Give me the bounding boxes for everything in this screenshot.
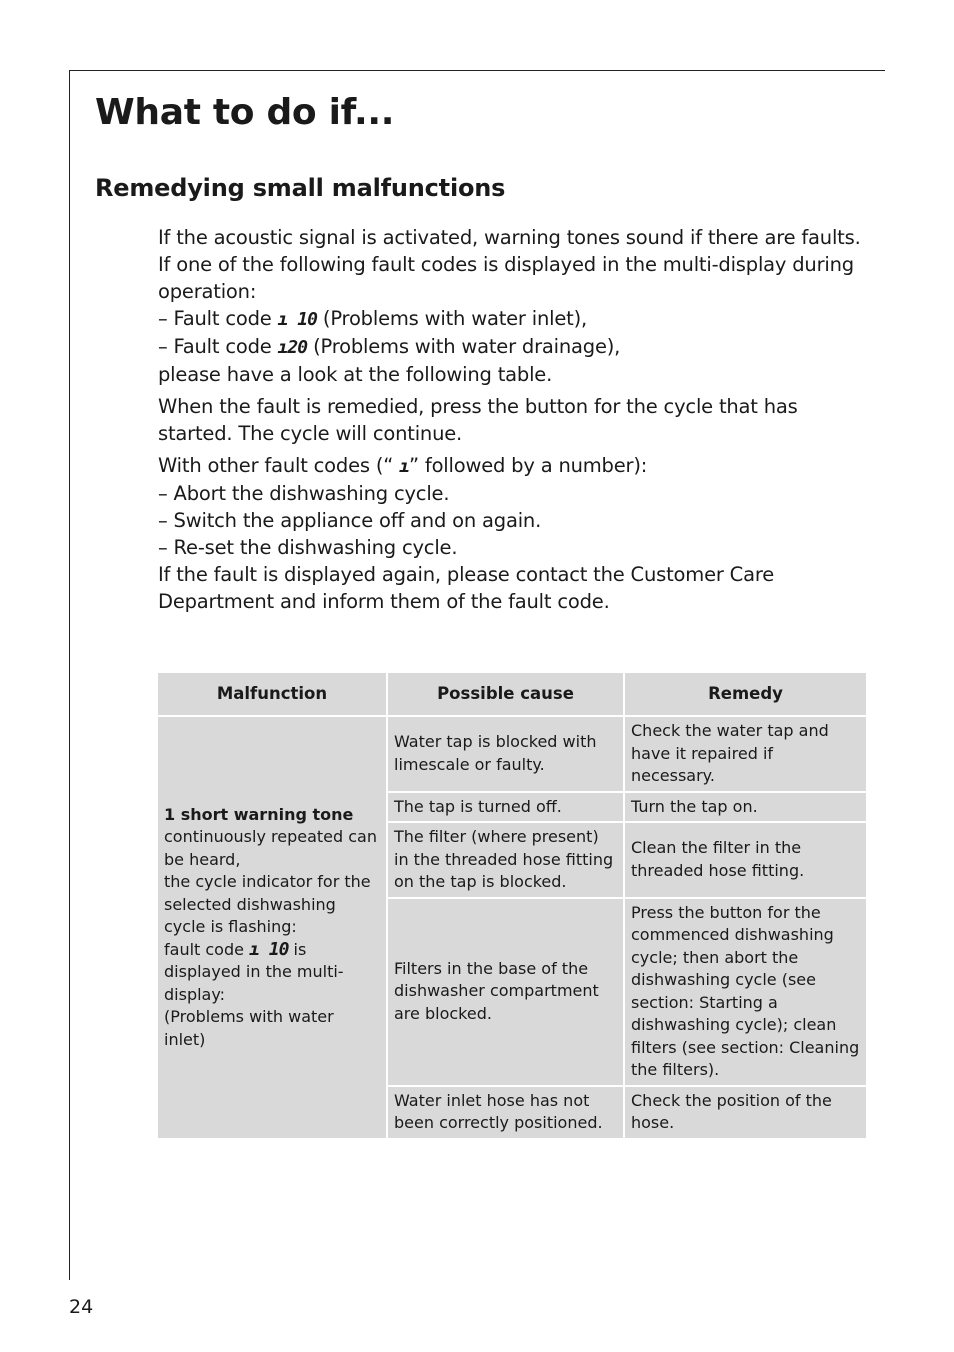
- cause-cell: The tap is turned off.: [388, 793, 623, 822]
- other-codes-text: ” followed by a number):: [409, 454, 648, 477]
- step-2: – Switch the appliance off and on again.: [158, 509, 542, 532]
- table-header-row: [158, 673, 866, 715]
- intro-paragraph-1: If the acoustic signal is activated, warning tones sound if there are faults.: [158, 226, 861, 249]
- left-rule: [69, 70, 70, 1280]
- remedy-cell: Check the water tap and have it repaired if necessary.: [625, 717, 866, 791]
- cause-cell: Filters in the base of the dishwasher compartment are blocked.: [388, 899, 623, 1085]
- step-3: – Re-set the dishwashing cycle.: [158, 536, 458, 559]
- table-row: [158, 717, 866, 791]
- intro-paragraph-2: If one of the following fault codes is displayed in the multi-display during operation:: [158, 253, 854, 303]
- other-codes-prefix: With other fault codes (“: [158, 454, 400, 477]
- remedy-cell: Check the position of the hose.: [625, 1087, 866, 1138]
- remedy-cell: Clean the filter in the threaded hose fitting.: [625, 823, 866, 897]
- intro-paragraph-3: please have a look at the following table.: [158, 363, 553, 386]
- remedy-cell: Turn the tap on.: [625, 793, 866, 822]
- malfunction-line: the cycle indicator for the selected dishwashing cycle is flashing:: [164, 872, 371, 936]
- fault-code-prefix: – Fault code: [158, 335, 278, 358]
- fault-code-prefix: – Fault code: [158, 307, 278, 330]
- malfunction-cell: [158, 717, 386, 1138]
- fault-code-description: (Problems with water inlet),: [316, 307, 587, 330]
- page-number: 24: [69, 1296, 94, 1318]
- intro-paragraph-5: If the fault is displayed again, please contact the Customer Care Department and inform them of the fault code.: [158, 563, 775, 613]
- top-rule: [69, 70, 885, 71]
- fault-code-display: ı: [399, 456, 409, 477]
- fault-code-display: ı 10: [249, 938, 289, 960]
- intro-text: [158, 224, 870, 615]
- malfunction-code-line: [164, 939, 380, 1007]
- step-1: – Abort the dishwashing cycle.: [158, 482, 450, 505]
- fault-code-display: ı 10: [277, 309, 317, 330]
- cause-cell: Water inlet hose has not been correctly positioned.: [388, 1087, 623, 1138]
- malfunction-code-prefix: fault code: [164, 939, 250, 959]
- malfunction-line: continuously repeated can be heard,: [164, 827, 377, 869]
- cause-cell: The filter (where present) in the threaded hose fitting on the tap is blocked.: [388, 823, 623, 897]
- malfunction-line: (Problems with water inlet): [164, 1007, 334, 1049]
- malfunction-code-suffix: is displayed in the multi-display:: [164, 939, 344, 1004]
- header-remedy: Remedy: [625, 673, 866, 715]
- other-codes-line: [158, 452, 870, 480]
- page-title: What to do if...: [95, 92, 395, 133]
- fault-code-description: (Problems with water drainage),: [307, 335, 621, 358]
- fault-code-line-2: [158, 333, 870, 361]
- intro-paragraph-4: When the fault is remedied, press the button for the cycle that has started. The cycle will continue.: [158, 395, 798, 445]
- fault-code-display: ı20: [277, 337, 308, 358]
- section-title: Remedying small malfunctions: [95, 174, 506, 202]
- malfunction-title: 1 short warning tone: [164, 804, 354, 824]
- header-malfunction: Malfunction: [158, 673, 386, 715]
- fault-code-line-1: [158, 305, 870, 333]
- fault-table: [156, 671, 868, 1140]
- remedy-cell: Press the button for the commenced dishwashing cycle; then abort the dishwashing cycle (see section: Starting a dishwashing cycle); clean filters (see section: Cleaning the filters).: [625, 899, 866, 1085]
- cause-cell: Water tap is blocked with limescale or faulty.: [388, 717, 623, 791]
- header-possible-cause: Possible cause: [388, 673, 623, 715]
